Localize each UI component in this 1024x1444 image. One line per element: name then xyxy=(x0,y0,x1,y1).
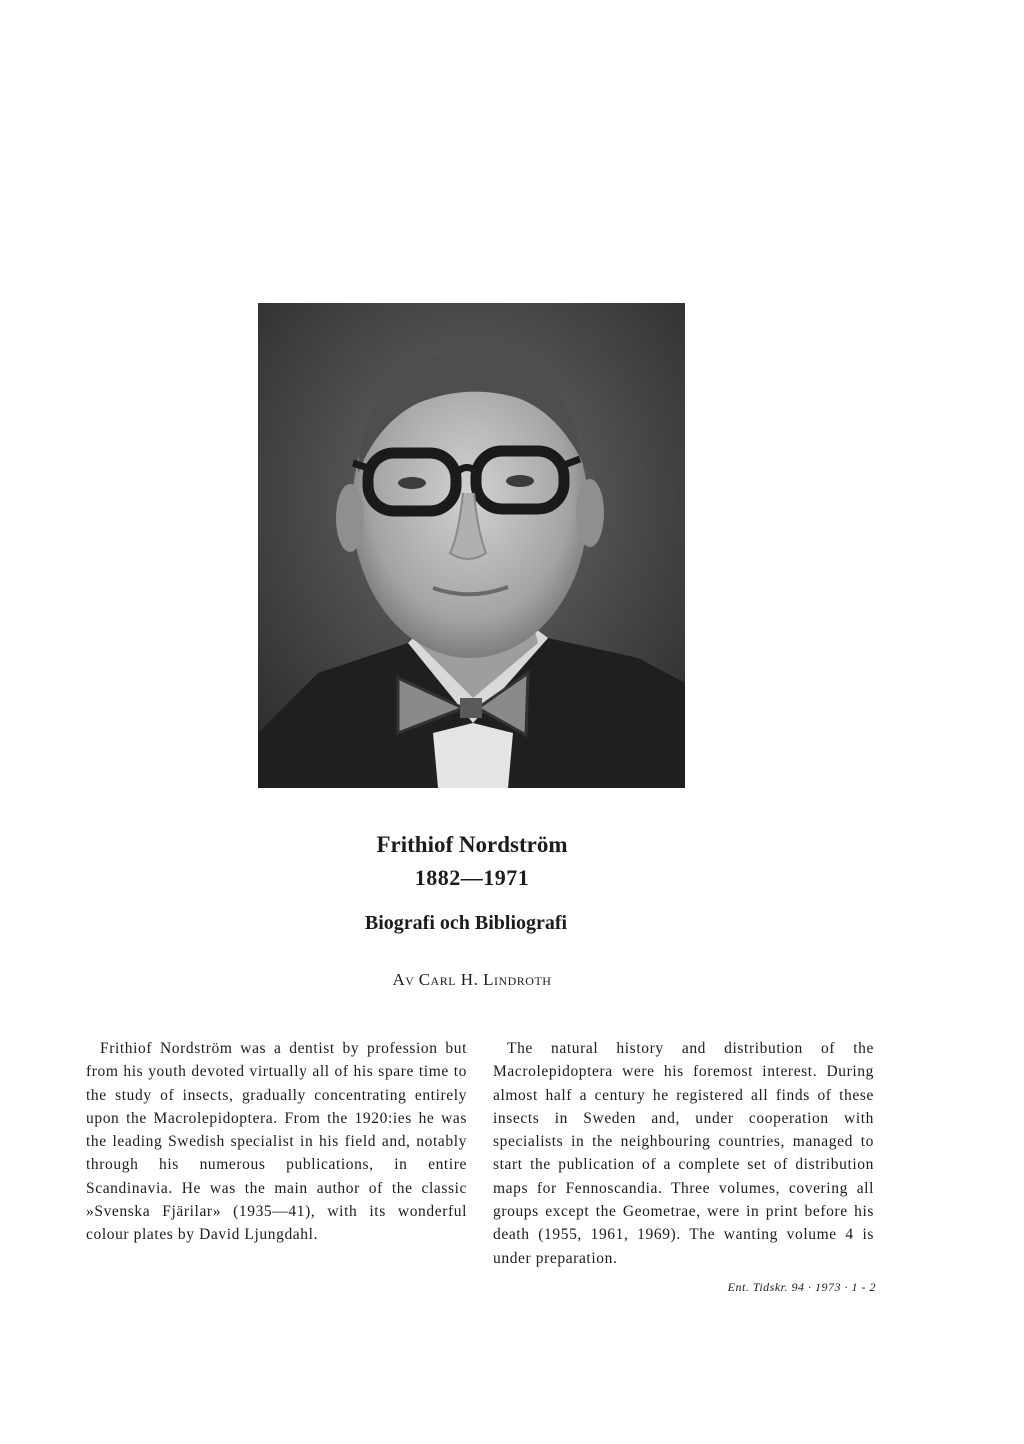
abstract-left-column: Frithiof Nordström was a dentist by profession but from his youth devoted virtually all of his spare time to the study of insects, gradually concentrating entirely upon the Macrolepidoptera. From the 1920:ies he was the leading Swedish specialist in his field and, notably through his numerous publications, in entire Scandinavia. He was the main author of the classic »Svenska Fjärilar» (1935—41), with its wonderful colour plates by David Ljungdahl. xyxy=(86,1040,467,1244)
journal-citation: Ent. Tidskr. 94 · 1973 · 1 - 2 xyxy=(727,1280,876,1294)
article-title: Frithiof Nordström xyxy=(376,832,568,857)
portrait-photo xyxy=(258,303,685,788)
byline-author: Carl H. Lindroth xyxy=(418,970,552,989)
article-subtitle: Biografi och Bibliografi xyxy=(364,912,568,934)
life-years: 1882—1971 xyxy=(414,865,530,890)
portrait-photo-icon xyxy=(258,303,685,788)
byline xyxy=(0,970,984,990)
abstract-right-column: The natural history and distribution of the Macrolepidoptera were his foremost interest. During almost half a century he registered all finds of these insects in Sweden and, under cooperation with specialists in the neighbouring countries, managed to start the publication of a complete set of distribution maps for Fennoscandia. Three volumes, covering all groups except the Geometrae, were in print before his death (1955, 1961, 1969). The wanting volume 4 is under preparation. xyxy=(493,1040,874,1267)
byline-prefix: Av xyxy=(392,970,415,989)
